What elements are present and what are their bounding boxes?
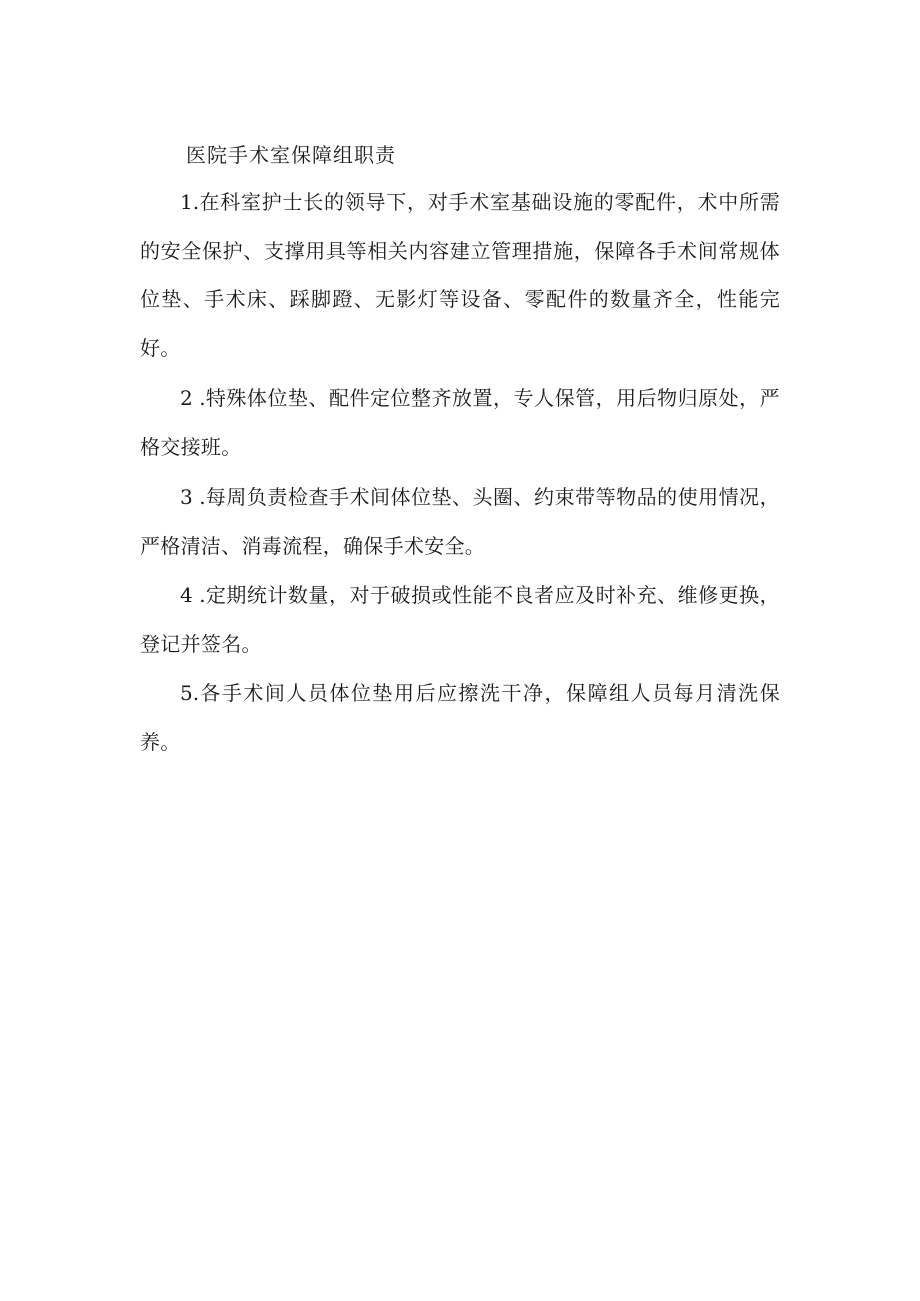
duty-paragraph-1 [140, 178, 780, 372]
duty-paragraph-4 [140, 571, 780, 668]
duty-paragraph-3 [140, 473, 780, 570]
paragraph-number: 2 . [180, 386, 206, 410]
paragraph-number: 5. [180, 681, 200, 705]
paragraph-text: 各手术间人员体位垫用后应擦洗干净，保障组人员每月清洗保养。 [140, 681, 780, 754]
paragraph-text: 特殊体位垫、配件定位整齐放置，专人保管，用后物归原处，严格交接班。 [140, 386, 780, 459]
duty-paragraph-5 [140, 669, 780, 766]
paragraph-text: 定期统计数量，对于破损或性能不良者应及时补充、维修更换，登记并签名。 [140, 583, 780, 656]
duty-paragraph-2 [140, 374, 780, 471]
paragraph-text: 在科室护士长的领导下，对手术室基础设施的零配件，术中所需的安全保护、支撑用具等相关内容建立管理措施，保障各手术间常规体位垫、手术床、踩脚蹬、无影灯等设备、零配件的数量齐全，性能完好。 [140, 190, 780, 360]
paragraph-number: 1. [180, 190, 200, 214]
paragraph-text: 每周负责检查手术间体位垫、头圈、约束带等物品的使用情况，严格清洁、消毒流程，确保手术安全。 [140, 485, 780, 558]
document-title: 医院手术室保障组职责 [186, 143, 396, 167]
paragraph-number: 4 . [180, 583, 206, 607]
paragraph-number: 3 . [180, 485, 206, 509]
